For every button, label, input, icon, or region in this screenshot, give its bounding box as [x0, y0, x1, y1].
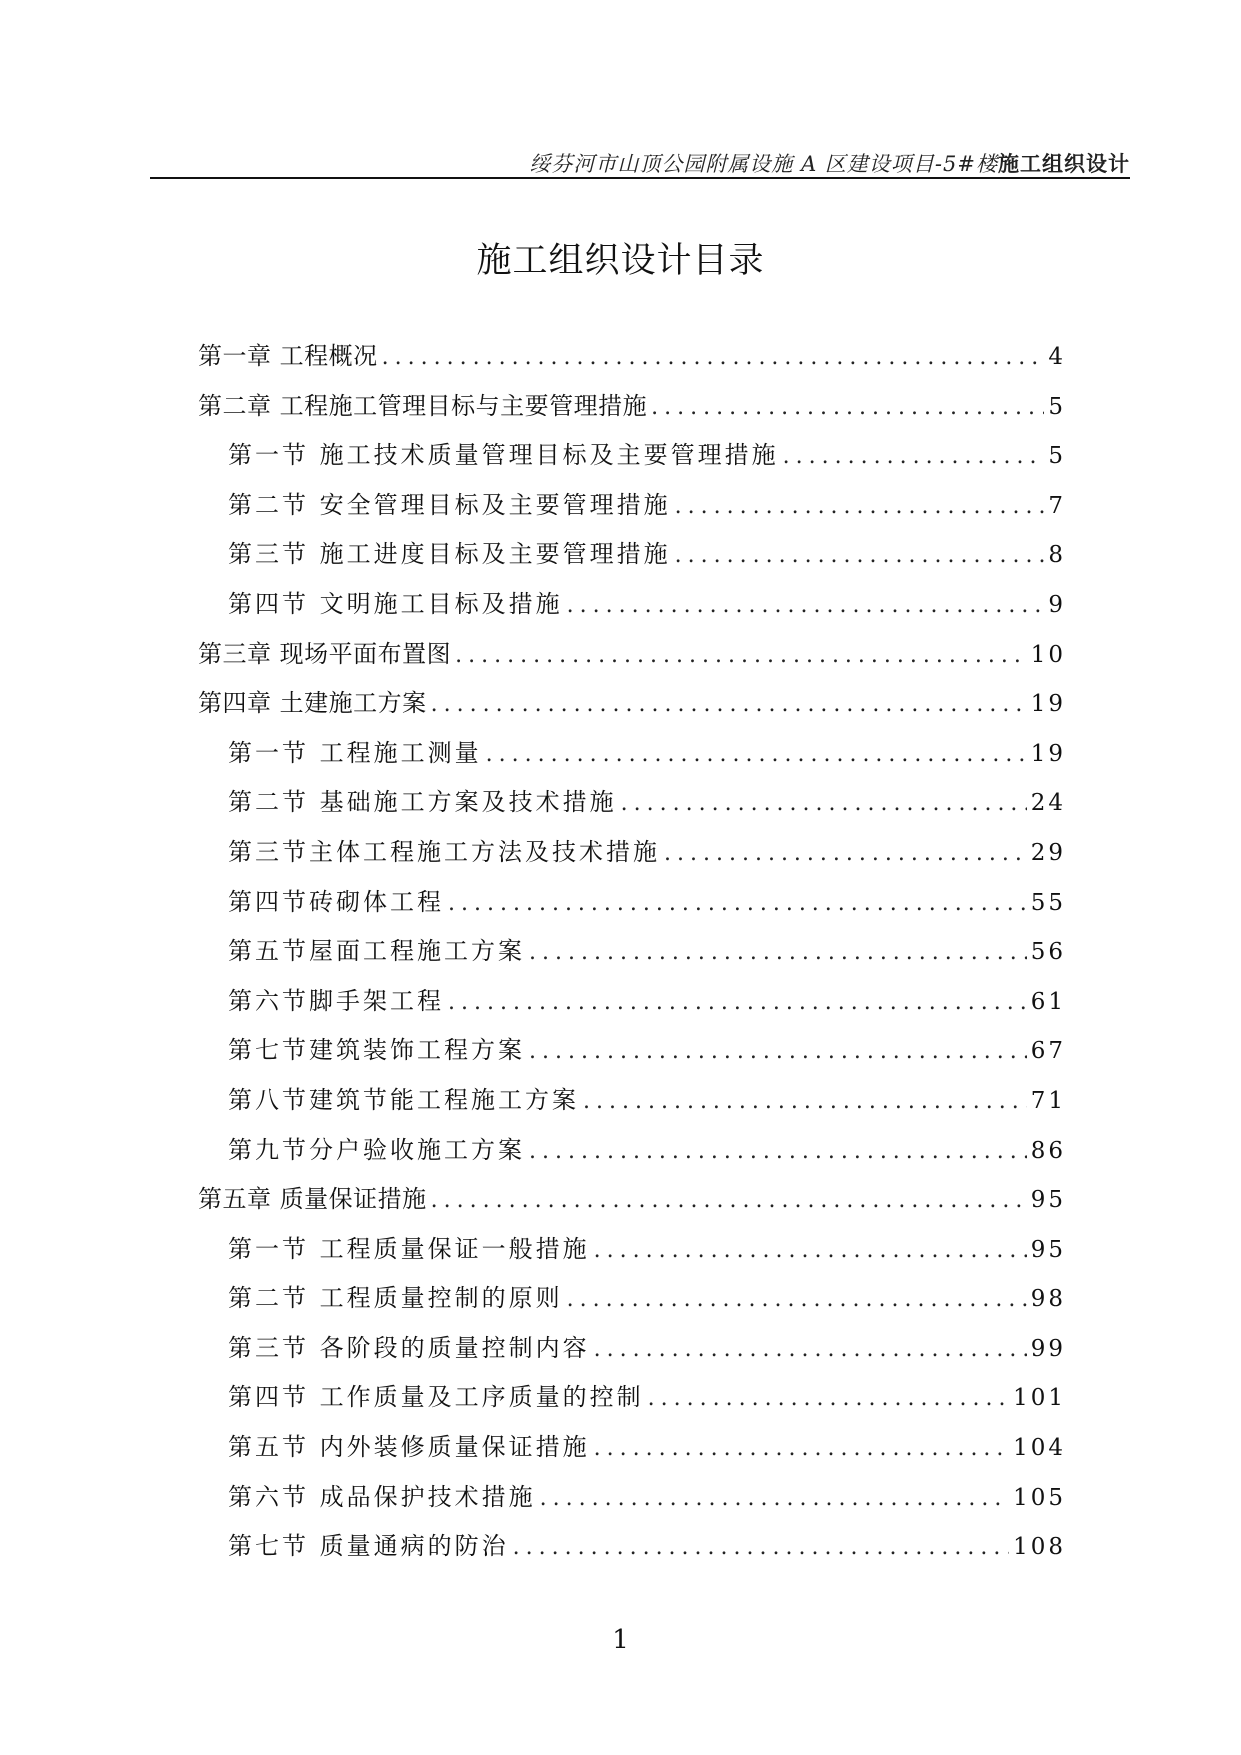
toc-section-entry[interactable] [198, 1427, 1066, 1477]
toc-dot-leader [675, 494, 1045, 519]
toc-entry-label: 第五节屋面工程施工方案 [228, 937, 525, 966]
toc-entry-label: 第二节 工程质量控制的原则 [228, 1284, 563, 1313]
toc-entry-label: 第二节 安全管理目标及主要管理措施 [228, 490, 671, 519]
toc-entry-page-number: 61 [1030, 988, 1066, 1015]
toc-section-entry[interactable] [198, 882, 1066, 932]
toc-entry-page-number: 108 [1013, 1534, 1066, 1561]
toc-dot-leader [455, 643, 1027, 668]
page-number: 1 [612, 1625, 629, 1655]
toc-dot-leader [594, 1436, 1009, 1461]
toc-chapter-entry[interactable] [198, 336, 1066, 386]
toc-entry-label: 第二章 工程施工管理目标与主要管理措施 [198, 391, 648, 420]
toc-section-entry[interactable] [198, 1278, 1066, 1328]
toc-section-entry[interactable] [198, 733, 1066, 783]
toc-entry-page-number: 99 [1030, 1335, 1066, 1362]
toc-entry-page-number: 71 [1030, 1087, 1066, 1114]
toc-entry-page-number: 55 [1030, 889, 1066, 916]
toc-entry-label: 第三节 施工进度目标及主要管理措施 [228, 540, 671, 569]
toc-entry-page-number: 101 [1013, 1385, 1066, 1412]
toc-entry-label: 第六节 成品保护技术措施 [228, 1482, 536, 1511]
toc-dot-leader [583, 1089, 1027, 1114]
toc-entry-label: 第一节 施工技术质量管理目标及主要管理措施 [228, 441, 779, 470]
toc-entry-label: 第四节 文明施工目标及措施 [228, 589, 563, 618]
toc-entry-label: 第四章 土建施工方案 [198, 689, 427, 718]
toc-entry-label: 第七节建筑装饰工程方案 [228, 1036, 525, 1065]
toc-dot-leader [540, 1486, 1009, 1511]
toc-dot-leader [621, 791, 1027, 816]
toc-section-entry[interactable] [198, 534, 1066, 584]
toc-dot-leader [651, 395, 1044, 420]
toc-entry-page-number: 10 [1030, 641, 1066, 668]
toc-dot-leader [675, 543, 1045, 568]
toc-entry-label: 第七节 质量通病的防治 [228, 1532, 509, 1561]
toc-dot-leader [567, 1287, 1027, 1312]
toc-section-entry[interactable] [198, 1526, 1066, 1576]
toc-dot-leader [594, 1337, 1027, 1362]
toc-entry-page-number: 5 [1048, 443, 1066, 470]
toc-entry-page-number: 104 [1013, 1435, 1066, 1462]
toc-entry-page-number: 9 [1048, 591, 1066, 618]
toc-chapter-entry[interactable] [198, 386, 1066, 436]
toc-dot-leader [431, 1188, 1027, 1213]
toc-section-entry[interactable] [198, 1377, 1066, 1427]
toc-entry-label: 第一节 工程质量保证一般措施 [228, 1234, 590, 1263]
toc-entry-label: 第四节砖砌体工程 [228, 887, 444, 916]
toc-dot-leader [529, 940, 1027, 965]
toc-section-entry[interactable] [198, 1229, 1066, 1279]
toc-entry-page-number: 19 [1030, 740, 1066, 767]
toc-section-entry[interactable] [198, 1328, 1066, 1378]
running-header-project: 绥芬河市山顶公园附属设施 A 区建设项目-5#楼 [529, 152, 998, 176]
running-header-doc-type: 施工组织设计 [998, 152, 1130, 176]
toc-entry-page-number: 98 [1030, 1286, 1066, 1313]
toc-entry-label: 第八节建筑节能工程施工方案 [228, 1085, 579, 1114]
toc-entry-label: 第五章 质量保证措施 [198, 1185, 427, 1214]
toc-entry-page-number: 4 [1048, 344, 1066, 370]
toc-entry-page-number: 105 [1013, 1484, 1066, 1511]
toc-entry-page-number: 7 [1048, 492, 1066, 519]
toc-chapter-entry[interactable] [198, 1179, 1066, 1229]
toc-entry-label: 第九节分户验收施工方案 [228, 1135, 525, 1164]
toc-entry-page-number: 56 [1030, 939, 1066, 966]
toc-entry-label: 第一节 工程施工测量 [228, 738, 482, 767]
toc-dot-leader [567, 593, 1045, 618]
toc-dot-leader [594, 1238, 1027, 1263]
toc-section-entry[interactable] [198, 1080, 1066, 1130]
toc-entry-page-number: 67 [1030, 1038, 1066, 1065]
toc-section-entry[interactable] [198, 584, 1066, 634]
toc-dot-leader [486, 742, 1027, 767]
toc-entry-label: 第二节 基础施工方案及技术措施 [228, 788, 617, 817]
toc-section-entry[interactable] [198, 981, 1066, 1031]
toc-entry-page-number: 5 [1048, 393, 1066, 420]
toc-dot-leader [529, 1139, 1027, 1164]
toc-dot-leader [431, 692, 1027, 717]
toc-dot-leader [513, 1535, 1009, 1560]
toc-entry-label: 第三章 现场平面布置图 [198, 639, 452, 668]
toc-chapter-entry[interactable] [198, 634, 1066, 684]
toc-dot-leader [448, 990, 1027, 1015]
toc-section-entry[interactable] [198, 435, 1066, 485]
toc-entry-page-number: 24 [1030, 790, 1066, 817]
toc-dot-leader [529, 1039, 1027, 1064]
toc-dot-leader [382, 345, 1045, 370]
toc-entry-page-number: 8 [1048, 542, 1066, 569]
toc-entry-label: 第六节脚手架工程 [228, 986, 444, 1015]
table-of-contents [198, 336, 1066, 1576]
toc-entry-page-number: 95 [1030, 1187, 1066, 1214]
toc-section-entry[interactable] [198, 1030, 1066, 1080]
toc-section-entry[interactable] [198, 1130, 1066, 1180]
toc-entry-label: 第四节 工作质量及工序质量的控制 [228, 1383, 644, 1412]
toc-section-entry[interactable] [198, 832, 1066, 882]
toc-section-entry[interactable] [198, 931, 1066, 981]
toc-entry-page-number: 86 [1030, 1137, 1066, 1164]
toc-entry-page-number: 19 [1030, 691, 1066, 718]
toc-entry-label: 第一章 工程概况 [198, 342, 378, 370]
toc-dot-leader [448, 891, 1027, 916]
toc-entry-label: 第三节 各阶段的质量控制内容 [228, 1333, 590, 1362]
toc-section-entry[interactable] [198, 782, 1066, 832]
toc-section-entry[interactable] [198, 485, 1066, 535]
toc-dot-leader [783, 444, 1045, 469]
toc-dot-leader [648, 1386, 1009, 1411]
document-title: 施工组织设计目录 [476, 241, 765, 281]
toc-dot-leader [664, 841, 1027, 866]
toc-entry-page-number: 95 [1030, 1236, 1066, 1263]
running-header [150, 148, 1130, 178]
toc-entry-label: 第三节主体工程施工方法及技术措施 [228, 837, 660, 866]
header-rule [150, 177, 1130, 179]
toc-chapter-entry[interactable] [198, 683, 1066, 733]
toc-section-entry[interactable] [198, 1477, 1066, 1527]
toc-entry-label: 第五节 内外装修质量保证措施 [228, 1433, 590, 1462]
toc-entry-page-number: 29 [1030, 839, 1066, 866]
